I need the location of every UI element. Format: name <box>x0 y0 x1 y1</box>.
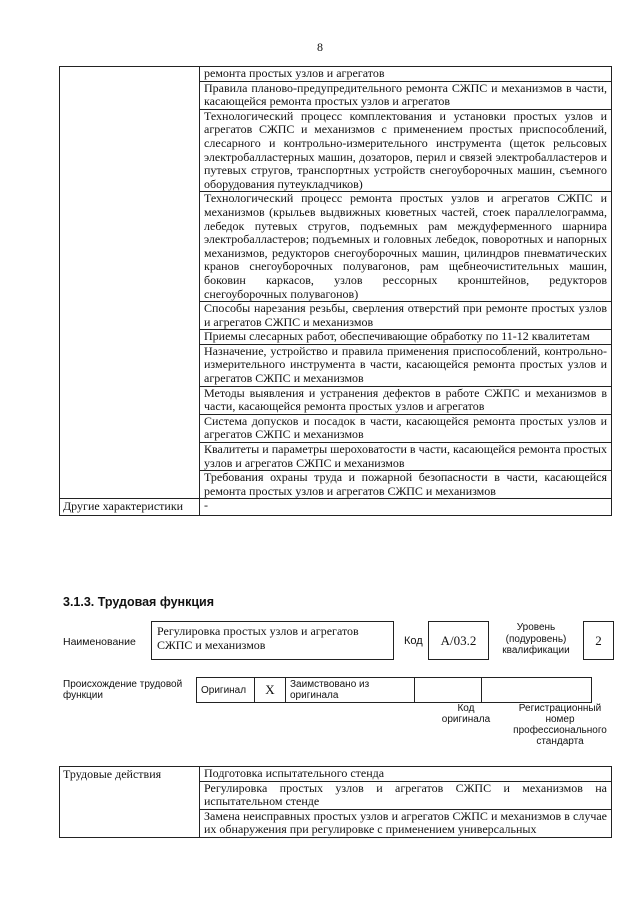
registration-number-cell <box>482 678 592 703</box>
knowledge-table <box>59 66 612 516</box>
other-characteristics-label: Другие характеристики <box>60 499 200 516</box>
registration-caption: Регистрационный номер профессионального стандарта <box>513 703 607 747</box>
knowledge-item: Способы нарезания резьбы, сверления отверстий при ремонте простых узлов и агрегатов СЖПС и механизмов <box>200 302 612 330</box>
knowledge-item: Требования охраны труда и пожарной безопасности в части, касающейся ремонта простых узлов и агрегатов СЖПС и механизмов <box>200 471 612 499</box>
page-number: 8 <box>317 40 323 54</box>
knowledge-item: Приемы слесарных работ, обеспечивающие обработку по 11-12 квалитетам <box>200 330 612 345</box>
knowledge-item: Правила планово-предупредительного ремонта СЖПС и механизмов в части, касающейся ремонта простых узлов и агрегатов <box>200 81 612 109</box>
other-characteristics-value: - <box>200 499 612 516</box>
level-box: 2 <box>583 621 614 660</box>
knowledge-item: Назначение, устройство и правила применения приспособлений, контрольно-измерительного инструмента в части, касающейся ремонта простых узлов и агрегатов СЖПС и механизмов <box>200 344 612 386</box>
knowledge-item: Технологический процесс комплектования и установки простых узлов и агрегатов СЖПС и механизмов с применением простых приспособлений, слесарного и контрольно-измерительного инструмента (щеток рельсовых электробалластерных машин, дозаторов, перил и связей электробалластеров и путевых стругов, транспортных устройств снегоуборочных машин, съемного оборудования путеукладчиков) <box>200 109 612 192</box>
knowledge-item: Система допусков и посадок в части, касающейся ремонта простых узлов и агрегатов СЖПС и механизмов <box>200 414 612 442</box>
knowledge-label-cell <box>60 67 200 499</box>
knowledge-item: ремонта простых узлов и агрегатов <box>200 67 612 82</box>
knowledge-item: Технологический процесс ремонта простых узлов и агрегатов СЖПС и механизмов (крыльев выдвижных кюветных частей, стоек параллелограмма, лебедок путевых стругов, подъемных рам междуферменного шарнира электробалластеров; подъемных и головных лебедок, поворотных и напорных механизмов, редукторов снегоуборочных машин, цилиндров пневматических кранов снегоуборочных полувагонов, рам щебнеочистительных машин, боковин каркасов, узлов рессорных кронштейнов, редукторов снегоуборочных полувагонов) <box>200 192 612 302</box>
level-label: Уровень (подуровень) квалификации <box>502 622 570 656</box>
labor-action-item: Регулировка простых узлов и агрегатов СЖПС и механизмов на испытательном стенде <box>200 781 612 809</box>
section-title: 3.1.3. Трудовая функция <box>63 595 215 609</box>
original-code-cell <box>415 678 482 703</box>
labor-action-item: Подготовка испытательного стенда <box>200 767 612 782</box>
original-label: Оригинал <box>197 678 255 703</box>
code-caption: Код оригинала <box>441 703 491 725</box>
labor-actions-table <box>59 766 612 838</box>
function-code-box: A/03.2 <box>428 621 489 660</box>
origin-table <box>196 677 592 703</box>
labor-actions-label: Трудовые действия <box>60 767 200 838</box>
knowledge-item: Методы выявления и устранения дефектов в работе СЖПС и механизмов в части, касающейся ремонта простых узлов и агрегатов <box>200 386 612 414</box>
knowledge-item: Квалитеты и параметры шероховатости в части, касающейся ремонта простых узлов и агрегатов СЖПС и механизмов <box>200 443 612 471</box>
labor-action-item: Замена неисправных простых узлов и агрегатов СЖПС и механизмов в случае их обнаружения при регулировке с применением универсальных <box>200 809 612 837</box>
original-mark: X <box>255 678 286 703</box>
borrowed-label: Заимствовано из оригинала <box>286 678 415 703</box>
name-label: Наименование <box>63 636 136 648</box>
origin-label: Происхождение трудовой функции <box>63 679 183 701</box>
code-label: Код <box>404 635 423 647</box>
function-name-box: Регулировка простых узлов и агрегатов СЖПС и механизмов <box>151 621 394 660</box>
